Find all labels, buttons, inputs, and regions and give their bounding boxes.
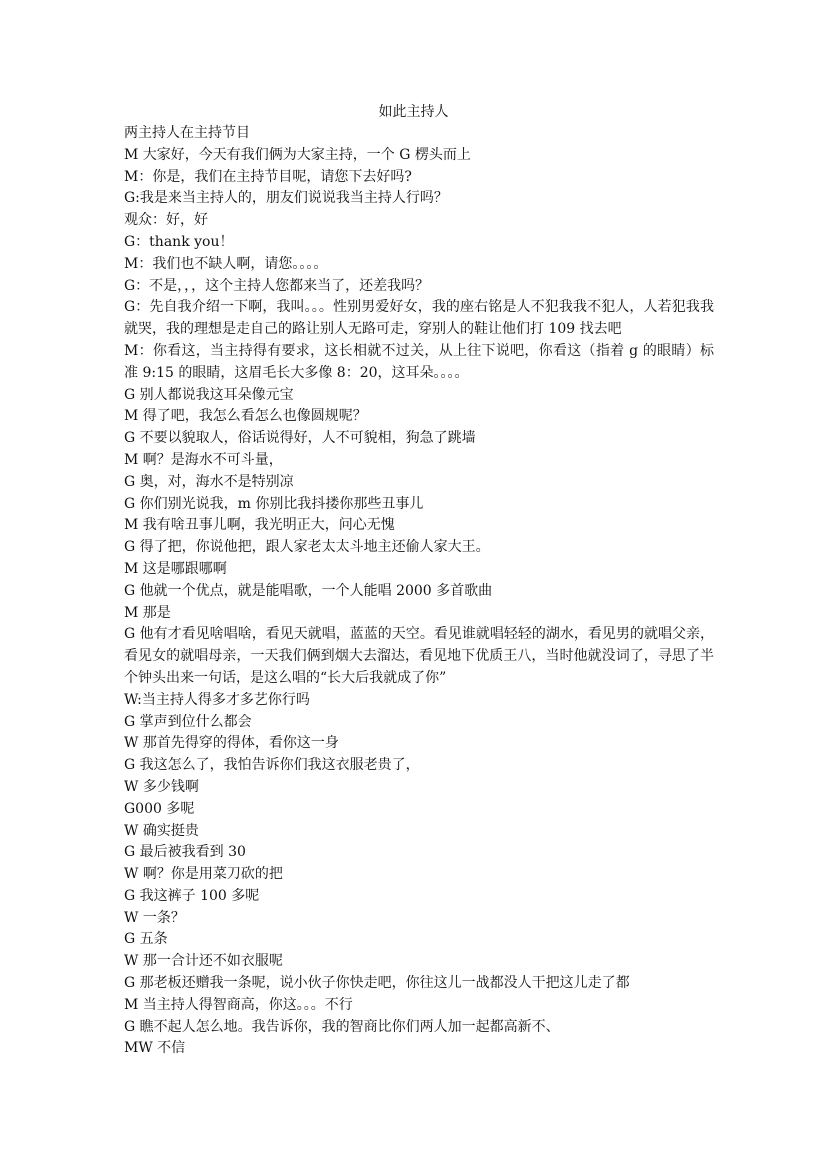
script-line: W 啊？你是用菜刀砍的把 xyxy=(124,866,283,883)
script-line: M：你是，我们在主持节目呢，请您下去好吗? xyxy=(124,168,412,185)
script-line: W 那一合计还不如衣服呢 xyxy=(124,953,283,970)
script-line: G 最后被我看到 30 xyxy=(124,844,246,861)
script-line: M 当主持人得智商高，你这。。。不行 xyxy=(124,996,353,1013)
script-line: G000 多呢 xyxy=(124,800,195,817)
script-line: G:我是来当主持人的，朋友们说说我当主持人行吗？ xyxy=(124,190,448,207)
script-line: 两主持人在主持节目 xyxy=(124,125,250,141)
script-paragraph: M：你看这，当主持得有要求，这长相就不过关，从上往下说吧，你看这（指着 g 的眼睛）标准 9:15 的眼睛，这眉毛长大多像 8：20，这耳朵。。。。 xyxy=(124,342,714,381)
script-line: G 我这裤子 100 多呢 xyxy=(124,887,260,904)
script-line: G 五条 xyxy=(124,931,168,948)
script-line: G：thank you！ xyxy=(124,233,234,250)
script-line: W 多少钱啊 xyxy=(124,778,199,795)
script-line: G 奥，对，海水不是特别凉 xyxy=(124,473,294,490)
script-line: M 这是哪跟哪啊 xyxy=(124,560,227,577)
script-line: G 掌声到位什么都会 xyxy=(124,713,252,730)
script-line: G 那老板还赠我一条呢，说小伙子你快走吧，你往这儿一战都没人干把这儿走了都 xyxy=(124,975,630,992)
script-line: W 那首先得穿的得体，看你这一身 xyxy=(124,735,339,752)
script-line: W:当主持人得多才多艺你行吗 xyxy=(124,691,310,708)
script-line: W 确实挺贵 xyxy=(124,822,199,839)
script-paragraph: G：先自我介绍一下啊，我叫。。。性别男爱好女，我的座右铭是人不犯我我不犯人，人若犯我我就哭，我的理想是走自己的路让别人无路可走，穿别人的鞋让他们打 109 找去吧 xyxy=(124,299,714,338)
document-title: 如此主持人 xyxy=(378,104,449,120)
script-line: 观众：好，好 xyxy=(124,212,208,229)
script-line: W 一条？ xyxy=(124,909,185,926)
script-line: M：我们也不缺人啊，请您。。。。 xyxy=(124,255,328,272)
script-line: G 他就一个优点，就是能唱歌，一个人能唱 2000 多首歌曲 xyxy=(124,582,493,599)
script-line: G 我这怎么了，我怕告诉你们我这衣服老贵了， xyxy=(124,757,420,774)
script-line: M 得了吧，我怎么看怎么也像圆规呢？ xyxy=(124,408,367,425)
script-paragraph: G 他有才看见啥唱啥，看见天就唱，蓝蓝的天空。看见谁就唱轻轻的湖水，看见男的就唱父亲，看见女的就唱母亲，一天我们俩到烟大去溜达，看见地下优质王八，当时他就没词了，寻思了半个钟头出来一句话，是这么唱的“长大后我就成了你” xyxy=(124,626,714,686)
script-line: G：不是，，，这个主持人您都来当了，还差我吗？ xyxy=(124,277,430,294)
script-line: G 瞧不起人怎么地。我告诉你，我的智商比你们两人加一起都高新不、 xyxy=(124,1018,560,1035)
document-body xyxy=(124,123,714,1060)
script-line: M 啊？是海水不可斗量， xyxy=(124,451,283,468)
script-line: G 得了把，你说他把，跟人家老太太斗地主还偷人家大王。 xyxy=(124,539,490,556)
script-line: M 大家好，今天有我们俩为大家主持，一个 G 楞头而上 xyxy=(124,146,471,163)
script-line: MW 不信 xyxy=(124,1040,186,1057)
script-line: M 那是 xyxy=(124,604,171,621)
script-line: G 不要以貌取人，俗话说得好，人不可貌相，狗急了跳墙 xyxy=(124,430,476,447)
script-line: M 我有啥丑事儿啊，我光明正大，问心无愧 xyxy=(124,517,395,534)
script-line: G 别人都说我这耳朵像元宝 xyxy=(124,386,294,403)
script-line: G 你们别光说我，m 你别比我抖搂你那些丑事儿 xyxy=(124,495,424,512)
